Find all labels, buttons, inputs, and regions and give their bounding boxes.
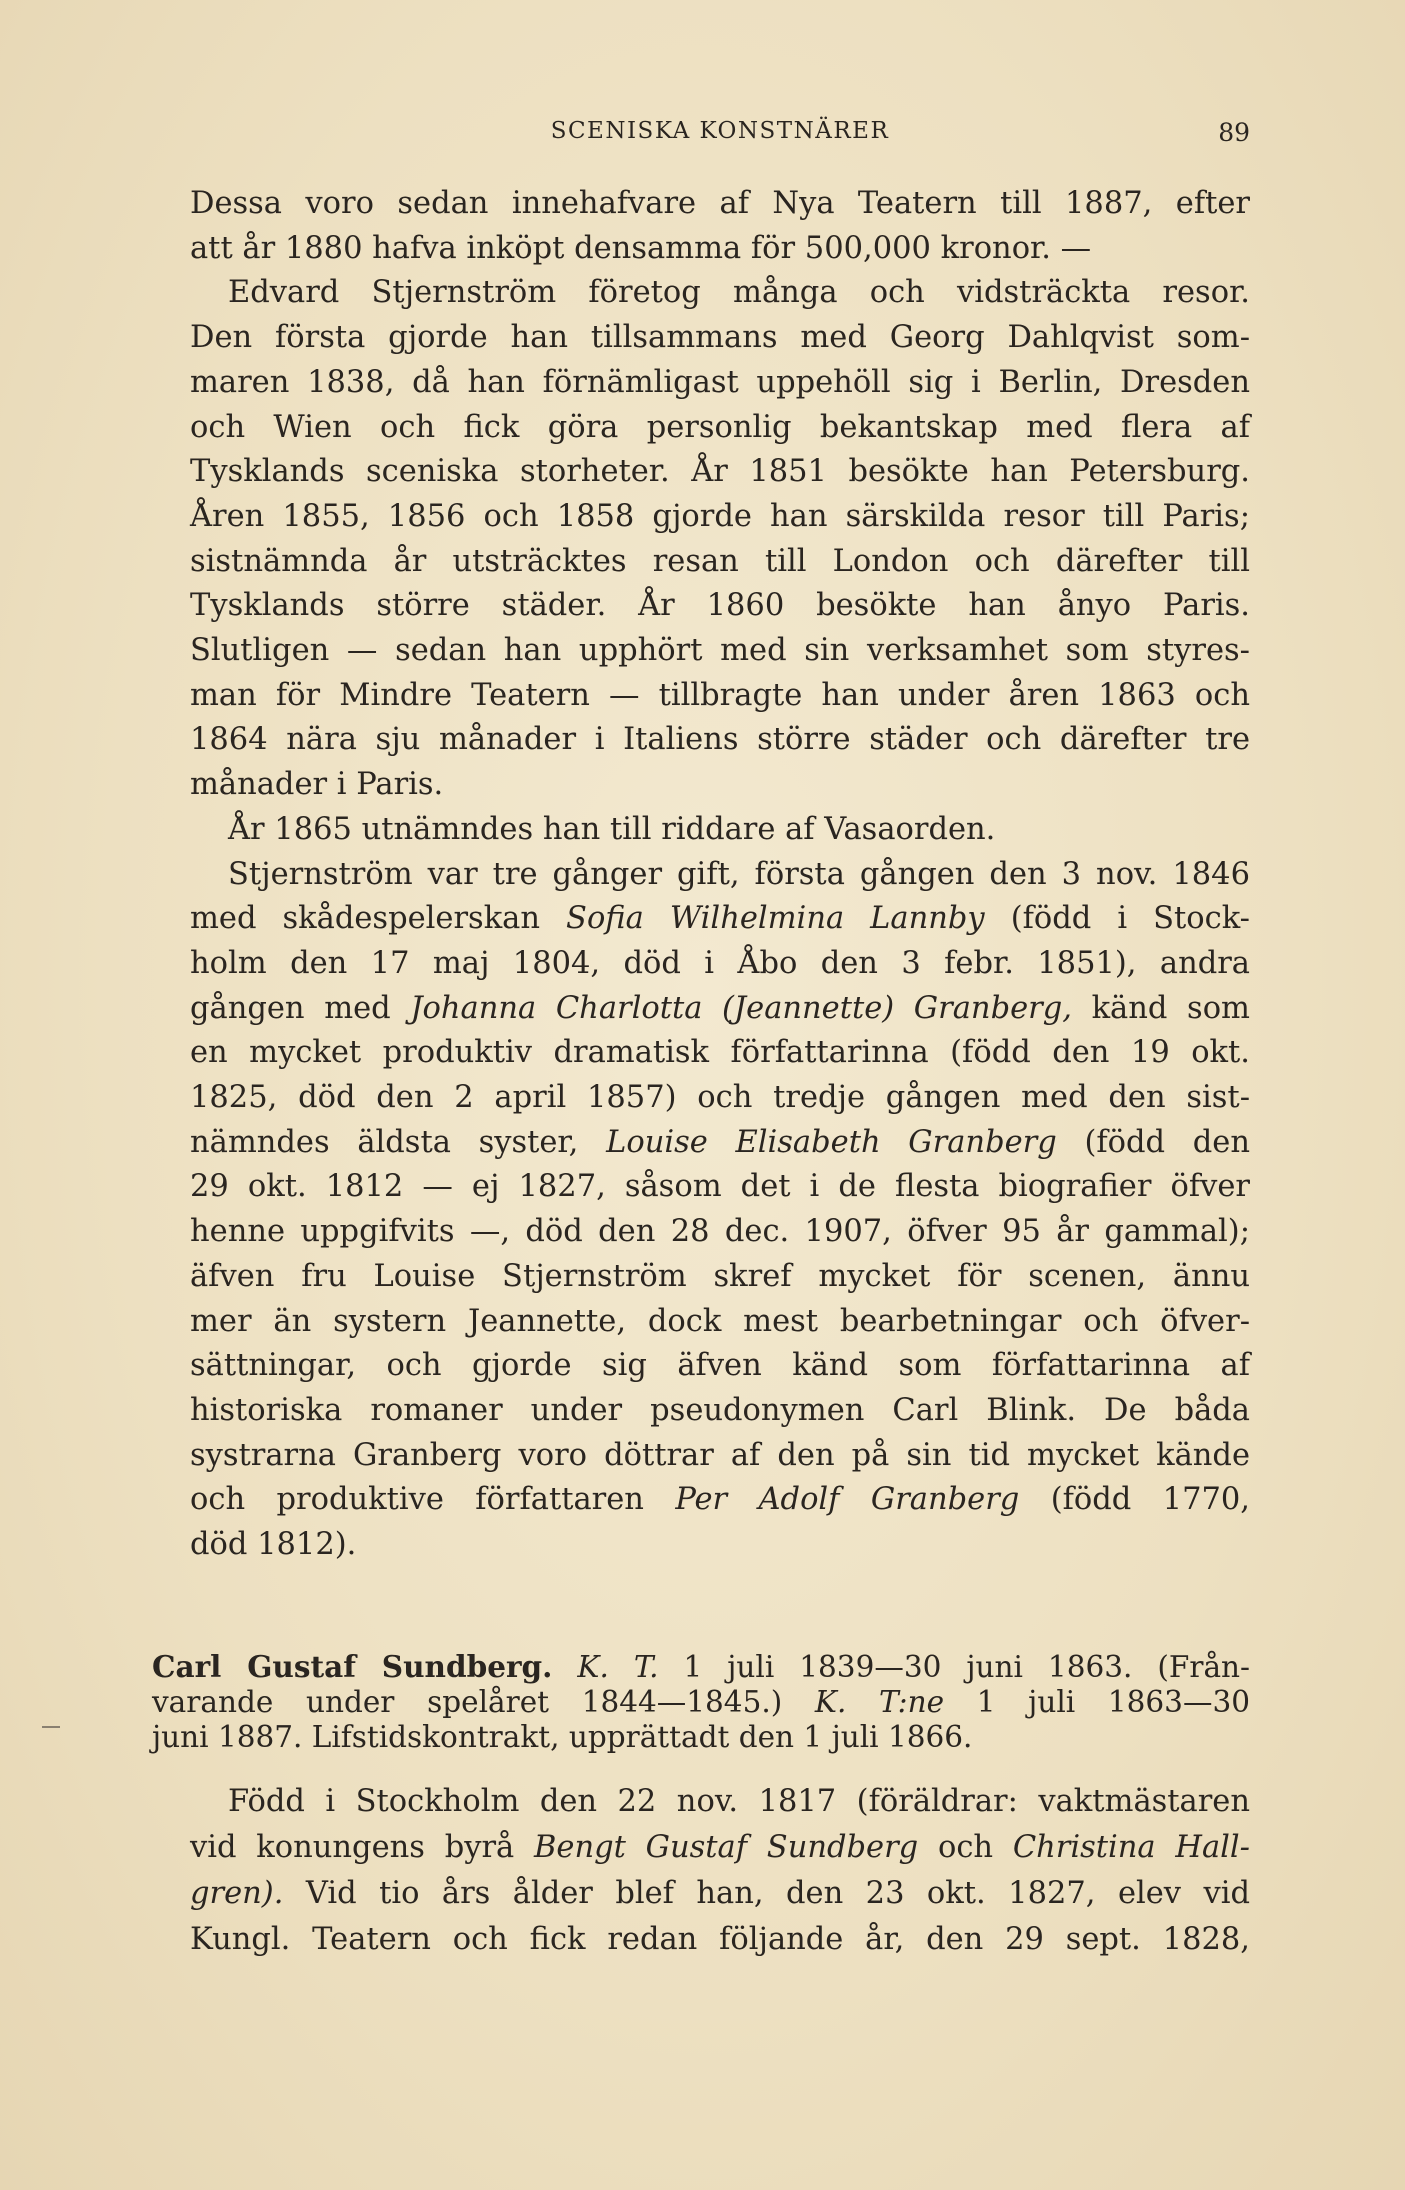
text-line: 29 okt. 1812 — ej 1827, såsom det i de flesta biografier öfver — [190, 1169, 1250, 1205]
text-line: och produktive författaren Per Adolf Granberg (född 1770, — [190, 1482, 1251, 1518]
text-line: henne uppgifvits —, död den 28 dec. 1907, öfver 95 år gammal); — [190, 1214, 1250, 1250]
text-line: historiska romaner under pseudonymen Carl Blink. De båda — [190, 1392, 1250, 1428]
text-line: Stjernström var tre gånger gift, första gången den 3 nov. 1846 — [228, 856, 1250, 892]
text-line: juni 1887. Lifstidskontrakt, upprättadt den 1 juli 1866. — [152, 1720, 973, 1754]
person-name: Bengt Gustaf Sundberg — [533, 1830, 919, 1865]
main-text-block — [190, 182, 1250, 1568]
text-line: Tysklands större städer. År 1860 besökte han ånyo Paris. — [190, 588, 1250, 624]
text-line: Carl Gustaf Sundberg. K. T. 1 juli 1839—30 juni 1863. (Från- — [152, 1649, 1250, 1684]
entry-body — [190, 1779, 1250, 1963]
text-line: och Wien och fick göra personlig bekantskap med flera af — [190, 409, 1250, 445]
text-line: nämndes äldsta syster, Louise Elisabeth Granberg (född den — [190, 1124, 1250, 1160]
text-line: en mycket produktiv dramatisk författarinna (född den 19 okt. — [190, 1035, 1250, 1071]
entry-heading — [152, 1649, 1250, 1755]
text-line: månader i Paris. — [190, 767, 444, 803]
text-line: gången med Johanna Charlotta (Jeannette) Granberg, känd som — [190, 990, 1250, 1026]
entry-name: Carl Gustaf Sundberg. — [152, 1649, 553, 1684]
text-line: systrarna Granberg voro döttrar af den på sin tid mycket kände — [190, 1437, 1250, 1473]
text-line: äfven fru Louise Stjernström skref mycket för scenen, ännu — [190, 1258, 1250, 1294]
text-line: vid konungens byrå Bengt Gustaf Sundberg och Christina Hall- — [190, 1830, 1250, 1865]
text-line: Den första gjorde han tillsammans med Georg Dahlqvist som- — [190, 320, 1250, 356]
text-line: man för Mindre Teatern — tillbragte han under åren 1863 och — [190, 677, 1250, 713]
person-name: Christina Hall- — [1012, 1830, 1250, 1865]
text-line: Dessa voro sedan innehafvare af Nya Teatern till 1887, efter — [190, 186, 1250, 221]
text-line: sättningar, och gjorde sig äfven känd som författarinna af — [190, 1348, 1250, 1384]
text-line: Åren 1855, 1856 och 1858 gjorde han särskilda resor till Paris; — [190, 498, 1250, 534]
entry-sundberg — [152, 1649, 1250, 1963]
person-name: Sofia Wilhelmina Lannby — [566, 901, 985, 937]
text-line: Tysklands sceniska storheter. År 1851 besökte han Petersburg. — [190, 454, 1250, 490]
text-line: holm den 17 maj 1804, död i Åbo den 3 febr. 1851), andra — [190, 945, 1250, 981]
person-name: Per Adolf Granberg — [675, 1482, 1020, 1518]
text-line: varande under spelåret 1844—1845.) K. T:ne 1 juli 1863—30 — [152, 1685, 1250, 1719]
text-line: att år 1880 hafva inköpt densamma för 500,000 kronor. — — [190, 230, 1092, 266]
text-line: maren 1838, då han förnämligast uppehöll sig i Berlin, Dresden — [190, 364, 1250, 400]
text-line: Slutligen — sedan han upphört med sin verksamhet som styres- — [190, 633, 1250, 669]
person-name: Johanna Charlotta (Jeannette) Granberg, — [410, 990, 1072, 1026]
person-name: Louise Elisabeth Granberg — [606, 1124, 1057, 1160]
text-line: mer än systern Jeannette, dock mest bearbetningar och öfver- — [190, 1303, 1250, 1339]
text-line: 1864 nära sju månader i Italiens större städer och därefter tre — [190, 722, 1250, 758]
text-line: År 1865 utnämndes han till riddare af Vasaorden. — [228, 811, 996, 847]
text-line: Född i Stockholm den 22 nov. 1817 (föräldrar: vaktmästaren — [228, 1784, 1250, 1819]
running-head — [190, 118, 1250, 158]
text-line: sistnämnda år utsträcktes resan till London och därefter till — [190, 543, 1250, 579]
text-line: Edvard Stjernström företog många och vidsträckta resor. — [228, 275, 1250, 311]
running-title: SCENISKA KONSTNÄRER — [550, 118, 890, 144]
text-line: 1825, död den 2 april 1857) och tredje gången med den sist- — [190, 1080, 1250, 1116]
text-line: död 1812). — [190, 1527, 357, 1563]
text-line: Kungl. Teatern och fick redan följande år, den 29 sept. 1828, — [190, 1922, 1250, 1957]
text-line: gren). Vid tio års ålder blef han, den 23 okt. 1827, elev vid — [190, 1876, 1250, 1911]
margin-mark — [42, 1726, 60, 1728]
text-line: med skådespelerskan Sofia Wilhelmina Lannby (född i Stock- — [190, 901, 1250, 937]
page-number: 89 — [1218, 118, 1250, 147]
